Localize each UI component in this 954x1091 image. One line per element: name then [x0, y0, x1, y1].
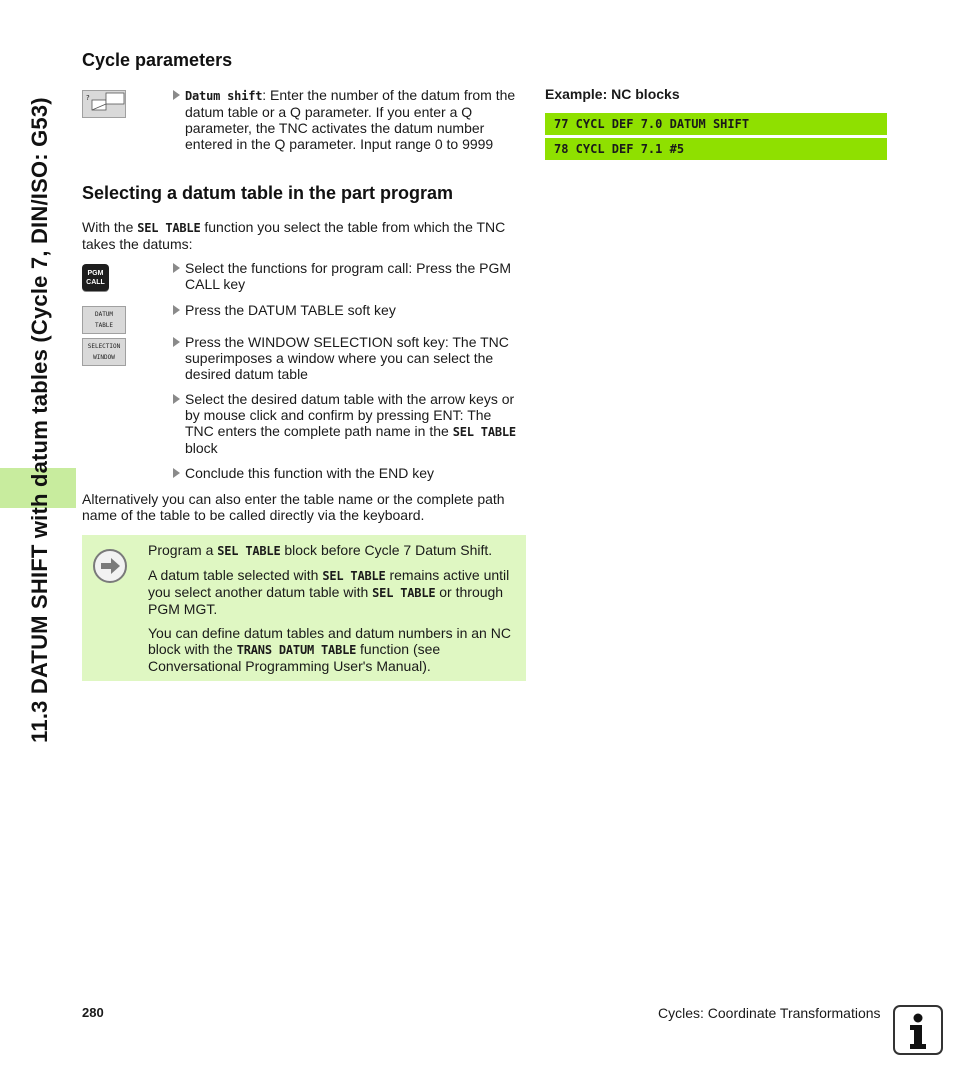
footer-chapter-title: Cycles: Coordinate Transformations	[658, 1005, 881, 1021]
step-end-key: Conclude this function with the END key	[173, 465, 531, 481]
note-arrow-icon	[93, 549, 127, 583]
note-box	[82, 535, 526, 681]
pgm-call-key[interactable]: PGM CALL	[82, 264, 109, 291]
param-name: Datum shift	[185, 89, 263, 103]
example-heading: Example: NC blocks	[545, 86, 680, 102]
bullet-triangle-icon	[173, 468, 180, 478]
bullet-triangle-icon	[173, 394, 180, 404]
side-title-text: 11.3 DATUM SHIFT with datum tables (Cycle 7, DIN/ISO: G53)	[27, 97, 52, 743]
sel-table-intro: With the SEL TABLE function you select the table from which the TNC takes the datums:	[82, 219, 506, 252]
datum-shift-graphic-icon	[82, 90, 126, 118]
note-paragraph-2: A datum table selected with SEL TABLE remains active until you select another datum table with SEL TABLE or through PGM MGT.	[148, 567, 510, 617]
bullet-triangle-icon	[173, 263, 180, 273]
param-datum-shift: Datum shift: Enter the number of the datum from the datum table or a Q parameter. If you enter a Q parameter, the TNC activates the datum number entered in the Q parameter. Input range 0 to 9999	[173, 87, 531, 152]
datum-table-softkey[interactable]: DATUM TABLE	[82, 306, 126, 334]
nc-block-78: 78 CYCL DEF 7.1 #5	[545, 138, 887, 160]
bullet-triangle-icon	[173, 90, 180, 100]
selecting-datum-table-heading: Selecting a datum table in the part program	[82, 183, 454, 203]
window-selection-softkey[interactable]: SELECTION WINDOW	[82, 338, 126, 366]
nc-block-77: 77 CYCL DEF 7.0 DATUM SHIFT	[545, 113, 887, 135]
step-datum-table: Press the DATUM TABLE soft key	[173, 302, 531, 318]
bullet-triangle-icon	[173, 305, 180, 315]
svg-text:?: ?	[86, 94, 90, 102]
step-pgm-call: Select the functions for program call: Press the PGM CALL key	[173, 260, 531, 292]
note-paragraph-3: You can define datum tables and datum numbers in an NC block with the TRANS DATUM TABLE function (see Conversational Programming User's Manual).	[148, 625, 511, 674]
step-select-table: Select the desired datum table with the arrow keys or by mouse click and confirm by pressing ENT: The TNC enters the complete path name in the SEL TABLE block	[173, 391, 531, 456]
alternative-paragraph: Alternatively you can also enter the table name or the complete path name of the table to be called directly via the keyboard.	[82, 491, 505, 523]
note-paragraph-1: Program a SEL TABLE block before Cycle 7 Datum Shift.	[148, 542, 493, 558]
step-window-selection: Press the WINDOW SELECTION soft key: The TNC superimposes a window where you can select the desired datum table	[173, 334, 531, 382]
info-icon	[893, 1005, 943, 1055]
cycle-parameters-heading: Cycle parameters	[82, 50, 233, 70]
page-number: 280	[82, 1005, 104, 1020]
side-chapter-title	[0, 0, 76, 1091]
bullet-triangle-icon	[173, 337, 180, 347]
